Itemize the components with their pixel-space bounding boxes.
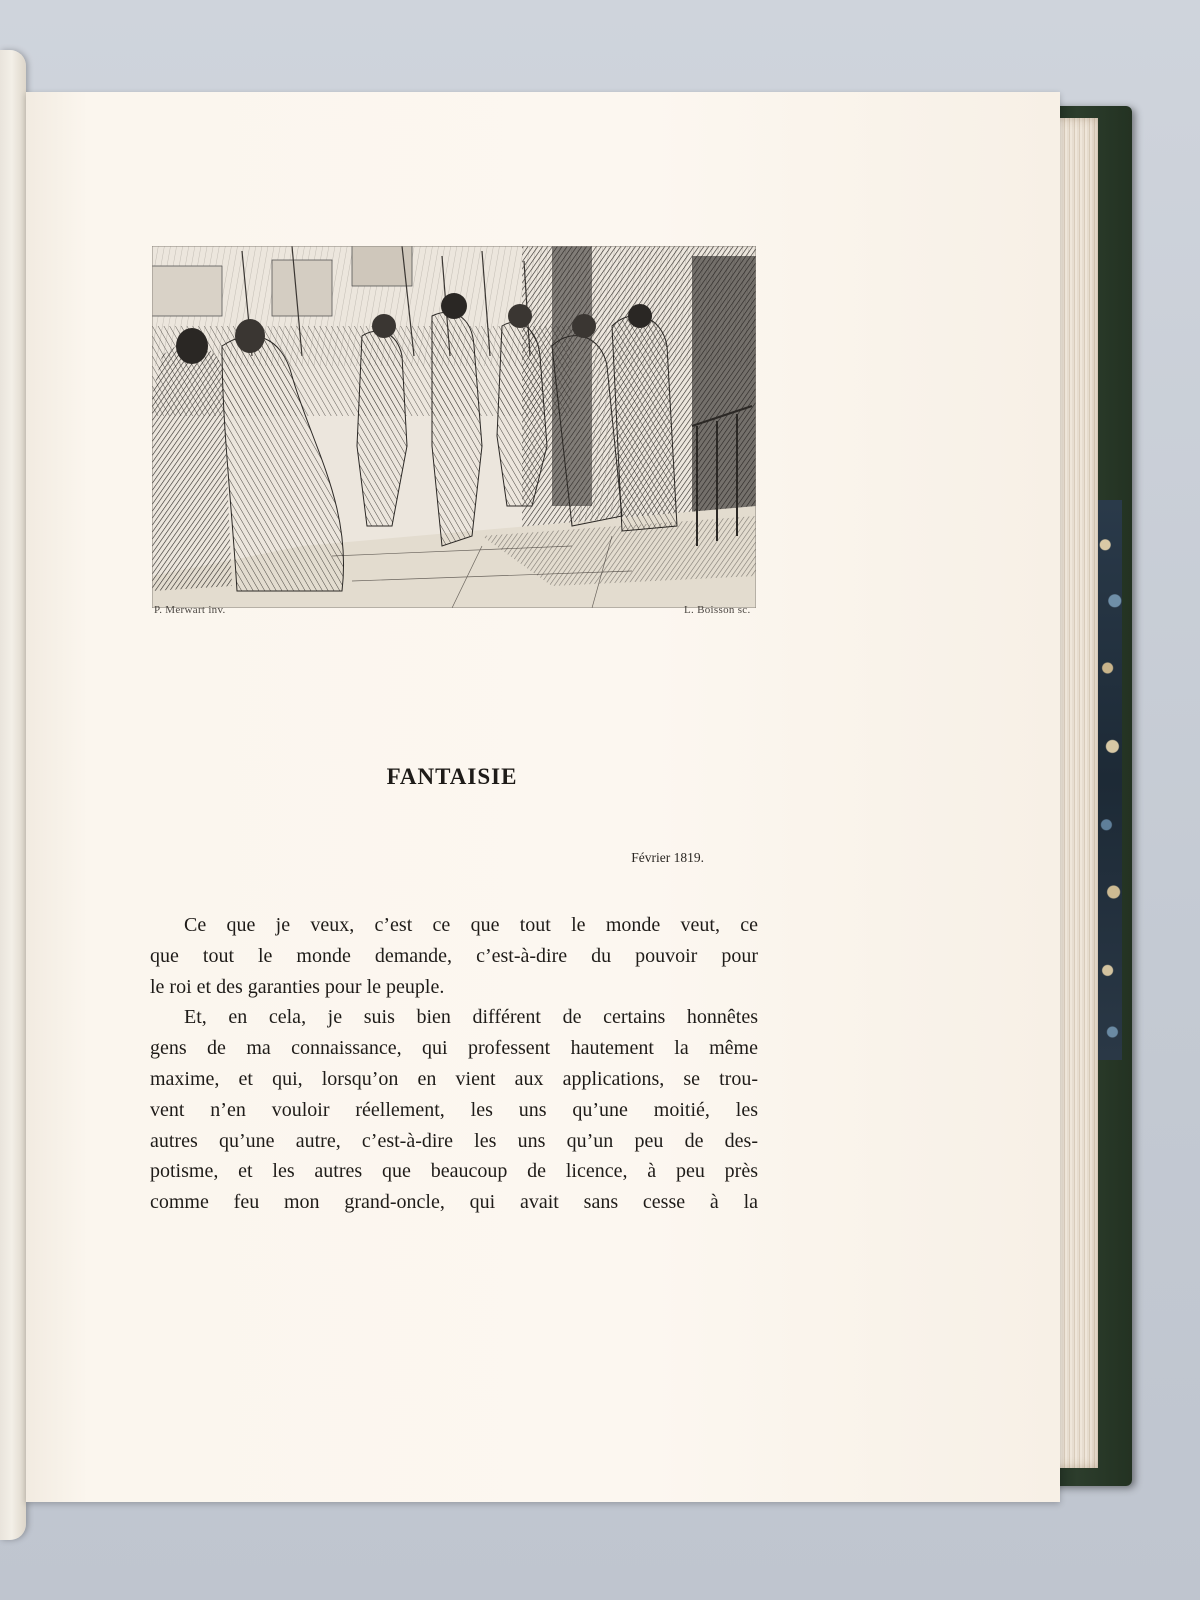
chapter-date: Février 1819. xyxy=(631,850,704,865)
text-line: que tout le monde demande, c’est-à-dire du pouvoir pour xyxy=(150,944,758,967)
illustration-credit-artist: P. Merwart inv. xyxy=(154,604,226,616)
text-line: Ce que je veux, c’est ce que tout le monde veut, ce xyxy=(184,914,758,936)
text-line: gens de ma connaissance, qui professent hautement la même xyxy=(150,1037,758,1060)
text-line: comme feu mon grand-oncle, qui avait sans cesse à la xyxy=(150,1191,758,1214)
text-line: le roi et des garanties pour le peuple. xyxy=(150,975,445,998)
text-line: Et, en cela, je suis bien différent de certains honnêtes xyxy=(184,1006,758,1029)
illustration-credit-engraver: L. Boisson sc. xyxy=(684,604,751,616)
text-line: autres qu’une autre, c’est-à-dire les uns qu’un peu de des- xyxy=(150,1129,758,1152)
previous-page-edge xyxy=(0,50,26,1540)
text-line: potisme, et les autres que beaucoup de licence, à peu près xyxy=(150,1160,758,1183)
marbled-endpaper xyxy=(1098,500,1122,1060)
text-line: vent n’en vouloir réellement, les uns qu’une moitié, les xyxy=(150,1098,758,1121)
text-line: maxime, et qui, lorsqu’on en vient aux applications, se trou- xyxy=(150,1067,758,1090)
body-text xyxy=(150,910,758,1218)
engraving-illustration xyxy=(152,246,756,608)
chapter-title: FANTAISIE xyxy=(386,764,518,789)
